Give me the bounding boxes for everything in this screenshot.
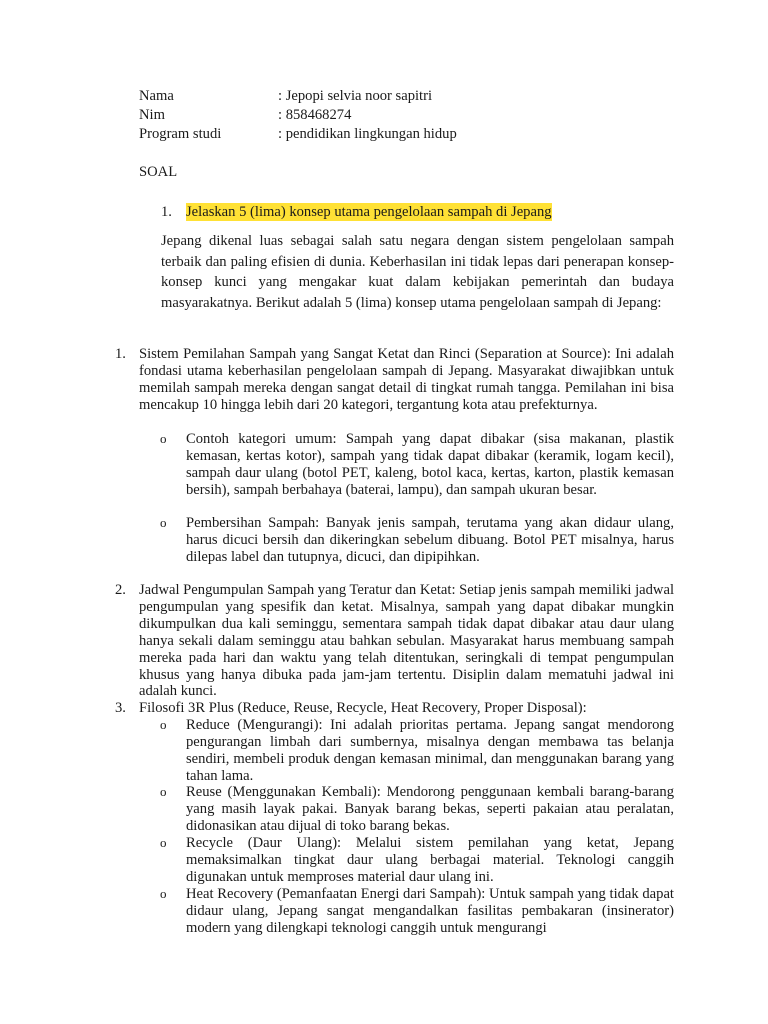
bullet-text: Heat Recovery (Pemanfaatan Energi dari Sampah): Untuk sampah yang tidak dapat didaur ulang, Jepang sangat mengandalkan fasilitas pembakaran (insinerator) modern yang dilengkapi teknologi canggih untuk mengurangi: [186, 886, 674, 936]
nama-value: : Jepopi selvia noor sapitri: [278, 88, 433, 104]
list-item-text: Jadwal Pengumpulan Sampah yang Teratur dan Ketat: Setiap jenis sampah memiliki jadwal pengumpulan yang spesifik dan ketat. Misalnya, sampah yang dapat dibakar mungkin dikumpulkan dua kali seminggu, sementara sampah tidak dapat dibakar atau daur ulang hanya sekali dalam seminggu atau bahkan sebulan. Masyarakat harus membuang sampah mereka pada hari dan waktu yang telah ditentukan, seringkali di tempat pengumpulan khusus yang hanya dibuka pada jam-jam tertentu. Disiplin dalam mematuhi jadwal ini adalah kunci.: [139, 582, 674, 700]
nim-value: : 858468274: [278, 107, 352, 123]
list-item-text: Sistem Pemilahan Sampah yang Sangat Ketat dan Rinci (Separation at Source): Ini adalah fondasi utama keberhasilan pengelolaan sampah di Jepang. Masyarakat diwajibkan untuk memilah sampah mereka dengan sangat detail di tingkat rumah tangga. Pemilahan ini bisa mencakup 10 hingga lebih dari 20 kategori, tergantung kota atau prefekturnya.: [139, 346, 674, 413]
bullet-circle-icon: o: [160, 886, 167, 901]
info-row-nim: [139, 106, 351, 124]
list-number: 1.: [115, 346, 126, 362]
bullet-circle-icon: o: [160, 784, 167, 799]
bullet-text: Reuse (Menggunakan Kembali): Mendorong penggunaan kembali barang-barang yang masih layak pakai. Banyak barang bekas, seperti pakaian atau peralatan, didonasikan atau dijual di toko barang bekas.: [186, 784, 674, 834]
list-number: 3.: [115, 700, 126, 716]
bullet-text: Pembersihan Sampah: Banyak jenis sampah, terutama yang akan didaur ulang, harus dicuci bersih dan dikeringkan sebelum dibuang. Botol PET misalnya, harus dilepas label dan tutupnya, dicuci, dan dipipihkan.: [186, 515, 674, 565]
intro-paragraph: Jepang dikenal luas sebagai salah satu negara dengan sistem pengelolaan sampah terbaik dan paling efisien di dunia. Keberhasilan ini tidak lepas dari penerapan konsep-konsep kunci yang mengakar kuat dalam kebijakan pemerintah dan budaya masyarakatnya. Berikut adalah 5 (lima) konsep utama pengelolaan sampah di Jepang:: [161, 233, 674, 311]
nama-label: Nama: [139, 88, 174, 104]
bullet-circle-icon: o: [160, 431, 167, 446]
bullet-circle-icon: o: [160, 717, 167, 732]
question-text-highlighted: Jelaskan 5 (lima) konsep utama pengelolaan sampah di Jepang: [186, 204, 552, 220]
info-row-nama: [139, 87, 432, 105]
bullet-text: Contoh kategori umum: Sampah yang dapat dibakar (sisa makanan, plastik kemasan, kertas kotor), sampah yang tidak dapat dibakar (keramik, logam kecil), sampah daur ulang (botol PET, kaleng, botol kaca, kertas, karton, plastik kemasan bersih), sampah berbahaya (baterai, lampu), dan sampah ukuran besar.: [186, 431, 674, 498]
question-number: 1.: [161, 204, 172, 220]
info-row-prodi: [139, 125, 457, 143]
bullet-circle-icon: o: [160, 515, 167, 530]
list-number: 2.: [115, 582, 126, 598]
prodi-label: Program studi: [139, 126, 222, 142]
soal-heading: SOAL: [139, 164, 178, 180]
bullet-text: Reduce (Mengurangi): Ini adalah prioritas pertama. Jepang sangat mendorong pengurangan limbah dari sumbernya, misalnya dengan membawa tas belanja sendiri, membeli produk dengan kemasan minimal, dan menggunakan barang yang tahan lama.: [186, 717, 674, 784]
bullet-text: Recycle (Daur Ulang): Melalui sistem pemilahan yang ketat, Jepang memaksimalkan tingkat daur ulang berbagai material. Teknologi canggih digunakan untuk memproses material daur ulang ini.: [186, 835, 674, 885]
nim-label: Nim: [139, 107, 165, 123]
bullet-circle-icon: o: [160, 835, 167, 850]
list-item-text: Filosofi 3R Plus (Reduce, Reuse, Recycle, Heat Recovery, Proper Disposal):: [139, 700, 587, 716]
prodi-value: : pendidikan lingkungan hidup: [278, 126, 457, 142]
